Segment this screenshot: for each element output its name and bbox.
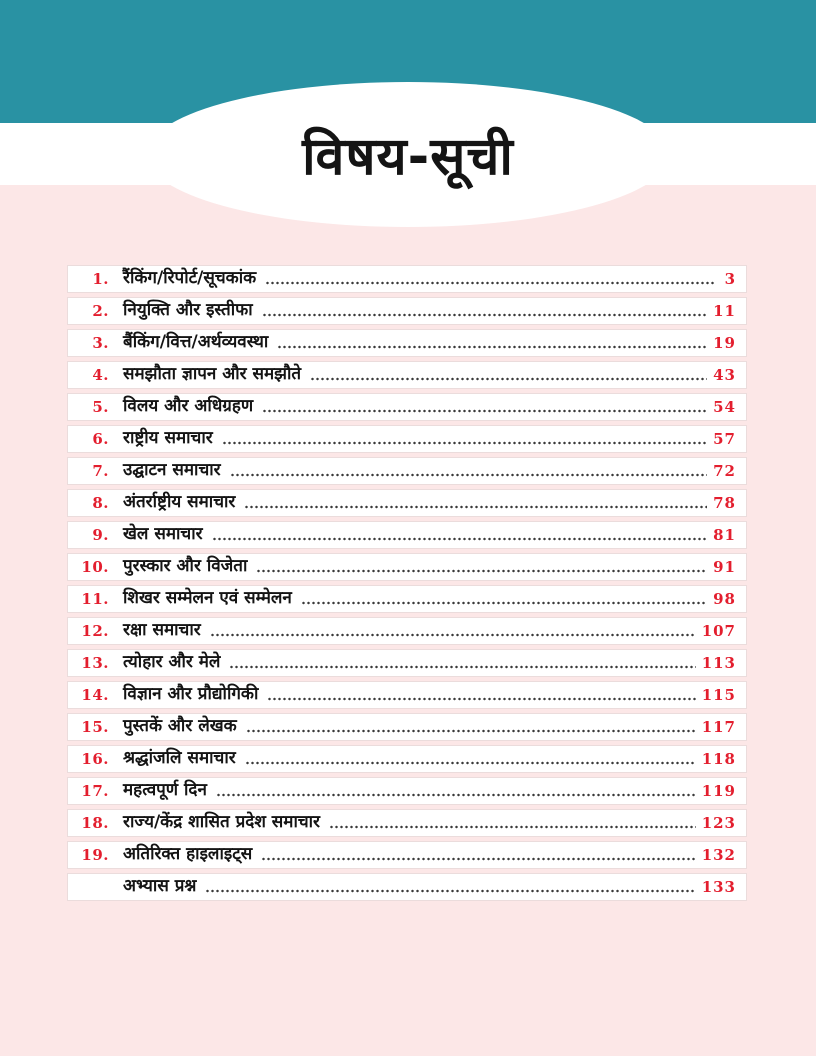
toc-entry-title: अतिरिक्त हाइलाइट्स	[123, 843, 253, 864]
toc-entry-title: राज्य/केंद्र शासित प्रदेश समाचार	[123, 811, 321, 832]
toc-row	[67, 841, 747, 869]
toc-row	[67, 489, 747, 517]
toc-entry-number: 3.	[92, 333, 109, 352]
dot-leader	[265, 281, 714, 285]
toc-entry-number: 14.	[81, 685, 109, 704]
toc-entry-page: 117	[701, 717, 736, 736]
toc-row	[67, 617, 747, 645]
toc-entry-title: बैंकिंग/वित्त/अर्थव्यवस्था	[123, 331, 269, 352]
toc-row	[67, 297, 747, 325]
dot-leader	[277, 345, 707, 349]
toc-row	[67, 457, 747, 485]
toc-entry-number: 12.	[81, 621, 109, 640]
toc-entry-title: विलय और अधिग्रहण	[123, 395, 254, 416]
toc-entry-number: 11.	[81, 589, 109, 608]
toc-entry-page: 3	[724, 269, 736, 288]
toc-entry-page: 119	[701, 781, 736, 800]
dot-leader	[212, 537, 708, 541]
toc-entry-title: विज्ञान और प्रौद्योगिकी	[123, 683, 259, 704]
toc-entry-number: 10.	[81, 557, 109, 576]
dot-leader	[230, 473, 708, 477]
dot-leader	[222, 441, 707, 445]
toc-entry-title: समझौता ज्ञापन और समझौते	[123, 363, 302, 384]
toc-entry-title: अभ्यास प्रश्न	[123, 875, 197, 896]
toc-entry-number: 13.	[81, 653, 109, 672]
toc-row	[67, 809, 747, 837]
page-title: विषय-सूची	[302, 126, 514, 187]
dot-leader	[256, 569, 707, 573]
toc-entry-page: 54	[713, 397, 736, 416]
toc-row	[67, 713, 747, 741]
toc-entry-title: खेल समाचार	[123, 523, 203, 544]
toc-row	[67, 265, 747, 293]
toc-entry-title: त्योहार और मेले	[123, 651, 221, 672]
dot-leader	[261, 857, 695, 861]
dot-leader	[205, 889, 695, 893]
toc-list	[67, 265, 747, 905]
toc-entry-title: पुरस्कार और विजेता	[123, 555, 248, 576]
toc-entry-title: रक्षा समाचार	[123, 619, 201, 640]
toc-entry-page: 57	[713, 429, 736, 448]
toc-entry-page: 133	[701, 877, 736, 896]
toc-row	[67, 521, 747, 549]
toc-entry-number: 7.	[92, 461, 109, 480]
toc-entry-page: 91	[713, 557, 736, 576]
toc-row	[67, 777, 747, 805]
toc-entry-number: 9.	[92, 525, 109, 544]
title-ellipse	[146, 82, 670, 227]
toc-entry-number: 8.	[92, 493, 109, 512]
toc-row	[67, 585, 747, 613]
dot-leader	[262, 313, 707, 317]
dot-leader	[310, 377, 707, 381]
toc-entry-page: 81	[713, 525, 736, 544]
dot-leader	[262, 409, 707, 413]
toc-entry-number: 2.	[92, 301, 109, 320]
toc-row	[67, 681, 747, 709]
toc-entry-page: 72	[713, 461, 736, 480]
dot-leader	[267, 697, 695, 701]
toc-entry-title: रैंकिंग/रिपोर्ट/सूचकांक	[123, 267, 257, 288]
toc-entry-number: 1.	[92, 269, 109, 288]
toc-row	[67, 329, 747, 357]
toc-row	[67, 873, 747, 901]
toc-entry-title: अंतर्राष्ट्रीय समाचार	[123, 491, 236, 512]
dot-leader	[329, 825, 696, 829]
toc-entry-page: 43	[713, 365, 736, 384]
toc-row	[67, 361, 747, 389]
toc-row	[67, 553, 747, 581]
toc-row	[67, 745, 747, 773]
dot-leader	[246, 729, 696, 733]
dot-leader	[244, 505, 707, 509]
toc-entry-page: 123	[701, 813, 736, 832]
toc-entry-number: 17.	[81, 781, 109, 800]
toc-entry-number: 15.	[81, 717, 109, 736]
toc-entry-number: 16.	[81, 749, 109, 768]
dot-leader	[216, 793, 696, 797]
toc-entry-title: पुस्तकें और लेखक	[123, 715, 237, 736]
dot-leader	[229, 665, 695, 669]
toc-entry-page: 107	[701, 621, 736, 640]
toc-entry-number: 4.	[92, 365, 109, 384]
toc-entry-page: 98	[713, 589, 736, 608]
toc-row	[67, 393, 747, 421]
toc-entry-number: 18.	[81, 813, 109, 832]
toc-entry-title: श्रद्धांजलि समाचार	[123, 747, 236, 768]
toc-row	[67, 649, 747, 677]
toc-entry-page: 11	[713, 301, 736, 320]
toc-entry-title: महत्वपूर्ण दिन	[123, 779, 207, 800]
toc-entry-page: 78	[713, 493, 736, 512]
toc-entry-page: 113	[701, 653, 736, 672]
toc-entry-number: 5.	[92, 397, 109, 416]
toc-entry-page: 132	[701, 845, 736, 864]
toc-entry-title: राष्ट्रीय समाचार	[123, 427, 213, 448]
toc-row	[67, 425, 747, 453]
dot-leader	[245, 761, 696, 765]
toc-entry-title: उद्घाटन समाचार	[123, 459, 221, 480]
toc-entry-page: 115	[701, 685, 736, 704]
toc-entry-title: शिखर सम्मेलन एवं सम्मेलन	[123, 587, 292, 608]
toc-entry-number: 19.	[81, 845, 109, 864]
toc-entry-number: 6.	[92, 429, 109, 448]
dot-leader	[301, 601, 707, 605]
dot-leader	[210, 633, 696, 637]
toc-entry-page: 118	[701, 749, 736, 768]
toc-entry-title: नियुक्ति और इस्तीफा	[123, 299, 253, 320]
toc-entry-page: 19	[713, 333, 736, 352]
